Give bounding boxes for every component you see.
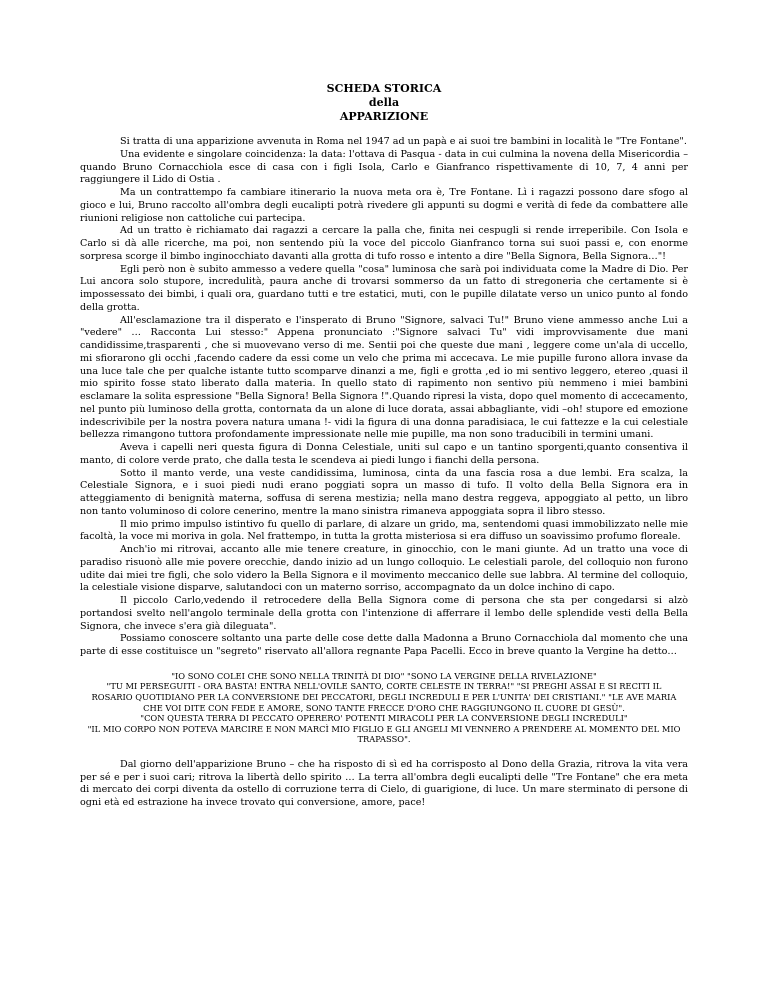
quotes-block [86, 671, 682, 745]
quote-line: "IL MIO CORPO NON POTEVA MARCIRE E NON MARCÌ MIO FIGLIO E GLI ANGELI MI VENNERO A PRENDERE AL MOMENTO DEL MIO TRAPASSO". [87, 723, 681, 745]
paragraph: Si tratta di una apparizione avvenuta in Roma nel 1947 ad un papà e ai suoi tre bambini in località le "Tre Fontane". [120, 136, 687, 147]
paragraph: Egli però non è subito ammesso a vedere quella "cosa" luminosa che sarà poi individuata come la Madre di Dio. Per Lui ancora solo stupore, incredulità, paura anche di trovarsi sommerso da un fatto di stregoneria che certamente si è impossessato dei bimbi, i quali ora, guardano tutti e tre estatici, muti, con le pupille dilatate verso un unico punto al fondo della grotta. [80, 263, 688, 313]
title-line-2: della [368, 96, 400, 109]
document-title [80, 82, 688, 124]
closing-paragraph: Dal giorno dell'apparizione Bruno – che ha risposto di sì ed ha corrisposto al Dono della Grazia, ritrova la vita vera per sé e per i suoi cari; ritrova la libertà dello spirito … La terra all'ombra degli eucalipti delle "Tre Fontane" che era meta di mercato dei corpi diventa da ostello di corruzione terra di Cielo, di guarigione, di luce. Un mare sterminato di persone di ogni età ed estrazione ha invece trovato qui conversione, amore, pace! [80, 758, 688, 809]
quote-line: "CON QUESTA TERRA DI PECCATO OPERERO' POTENTI MIRACOLI PER LA CONVERSIONE DEGLI INCREDULI" [140, 713, 628, 724]
title-line-3: APPARIZIONE [339, 110, 429, 123]
paragraph: All'esclamazione tra il disperato e l'insperato di Bruno "Signore, salvaci Tu!" Bruno viene ammesso anche Lui a "vedere" … Racconta Lui stesso:" Appena pronunciato :"Signore salvaci Tu" vidi improvvisamente due mani candidissime,trasparenti , che si muovevano verso di me. Sentii poi che queste due mani , leggere come un'ala di uccello, mi sfiorarono gli occhi ,facendo cadere da essi come un velo che prima mi accecava. Le mie pupille furono allora invase da una luce tale che per qualche istante tutto scomparve dinanzi a me, figli e grotta ,ed io mi sentivo leggero, etereo ,quasi il mio spirito fosse stato liberato dalla materia. In quello stato di rapimento non sentivo più nemmeno i miei bambini esclamare la solita espressione "Bella Signora! Bella Signora !".Quando ripresi la vista, dopo quel momento di accecamento, nel punto più luminoso della grotta, contornata da un alone di luce dorata, assai abbagliante, vidi –oh! stupore ed emozione indescrivibile per la nostra povera natura umana !- vidi la figura di una donna paradisiaca, le cui fattezze e la cui celestiale bellezza rimangono tuttora profondamente impressionate nelle mie pupille, ma non sono traducibili in termini umani. [80, 314, 688, 441]
paragraph: Ma un contrattempo fa cambiare itinerario la nuova meta ora è, Tre Fontane. Lì i ragazzi possono dare sfogo al gioco e lui, Bruno raccolto all'ombra degli eucalipti potrà rivedere gli appunti su dogmi e verità di fede da combattere alle riunioni religiose non cattoliche cui partecipa. [80, 187, 688, 224]
quote-line: "TU MI PERSEGUITI - ORA BASTA! ENTRA NELL'OVILE SANTO, CORTE CELESTE IN TERRA!" "SI PREGHI ASSAI E SI RECITI IL ROSARIO QUOTIDIANO PER LA CONVERSIONE DEI PECCATORI, DEGLI INCREDULI E PER L'UNITA' DEI CRISTIANI." "LE AVE MARIA CHE VOI DITE CON FEDE E AMORE, SONO TANTE FRECCE D'ORO CHE RAGGIUNGONO IL CUORE DI GESÙ". [91, 681, 677, 713]
paragraph: Aveva i capelli neri questa figura di Donna Celestiale, uniti sul capo e un tantino sporgenti,quanto consentiva il manto, di colore verde prato, che dalla testa le scendeva ai piedi lungo i fianchi della persona. [80, 442, 688, 466]
paragraph: Una evidente e singolare coincidenza: la data: l'ottava di Pasqua - data in cui culmina la novena della Misericordia – quando Bruno Cornacchiola esce di casa con i figli Isola, Carlo e Gianfranco rispettivamente di 10, 7, 4 anni per raggiungere il Lido di Ostia . [80, 148, 688, 186]
paragraph: Il mio primo impulso istintivo fu quello di parlare, di alzare un grido, ma, sentendomi quasi immobilizzato nelle mie facoltà, la voce mi moriva in gola. Nel frattempo, in tutta la grotta misteriosa si era diffuso un soavissimo profumo floreale. [80, 518, 688, 543]
closing-text [80, 759, 688, 810]
title-line-1: SCHEDA STORICA [326, 82, 442, 95]
quote-line: "IO SONO COLEI CHE SONO NELLA TRINITÀ DI DIO" "SONO LA VERGINE DELLA RIVELAZIONE" [171, 670, 597, 681]
paragraph: Il piccolo Carlo,vedendo il retrocedere della Bella Signora come di persona che sta per congedarsi si alzò portandosi svelto nell'angolo terminale della grotta con l'intenzione di afferrare il lembo delle splendide vesti della Bella Signora, che invece s'era già dileguata". [80, 595, 688, 632]
paragraph: Possiamo conoscere soltanto una parte delle cose dette dalla Madonna a Bruno Cornacchiola dal momento che una parte di esse costituisce un "segreto" riservato all'allora regnante Papa Pacelli. Ecco in breve quanto la Vergine ha detto… [80, 633, 688, 657]
paragraph: Anch'io mi ritrovai, accanto alle mie tenere creature, in ginocchio, con le mani giunte. Ad un tratto una voce di paradiso risuonò alle mie povere orecchie, dando inizio ad un lungo colloquio. Le celestiali parole, del colloquio non furono udite dai miei tre figli, che solo videro la Bella Signora e il movimento meccanico delle sue labbra. Al termine del colloquio, la celestiale visione disparve, salutandoci con un materno sorriso, accompagnato da un dolce inchino di capo. [80, 544, 688, 594]
paragraph: Ad un tratto è richiamato dai ragazzi a cercare la palla che, finita nei cespugli si rende irreperibile. Con Isola e Carlo si dà alle ricerche, ma poi, non sentendo più la voce del piccolo Gianfranco torna sui suoi passi e, con enorme sorpresa scorge il bimbo inginocchiato davanti alla grotta di tufo rosso e intento a dire "Bella Signora, Bella Signora…"! [80, 225, 688, 262]
main-text [80, 136, 688, 659]
paragraph: Sotto il manto verde, una veste candidissima, luminosa, cinta da una fascia rosa a due lembi. Era scalza, la Celestiale Signora, e i suoi piedi nudi erano poggiati sopra un masso di tufo. Il volto della Bella Signora era in atteggiamento di benignità materna, soffusa di serena mestizia; nella mano destra reggeva, appoggiato al petto, un libro non tanto voluminoso di colore cenerino, mentre la mano sinistra rimaneva appoggiata sopra il libro stesso. [80, 467, 688, 517]
